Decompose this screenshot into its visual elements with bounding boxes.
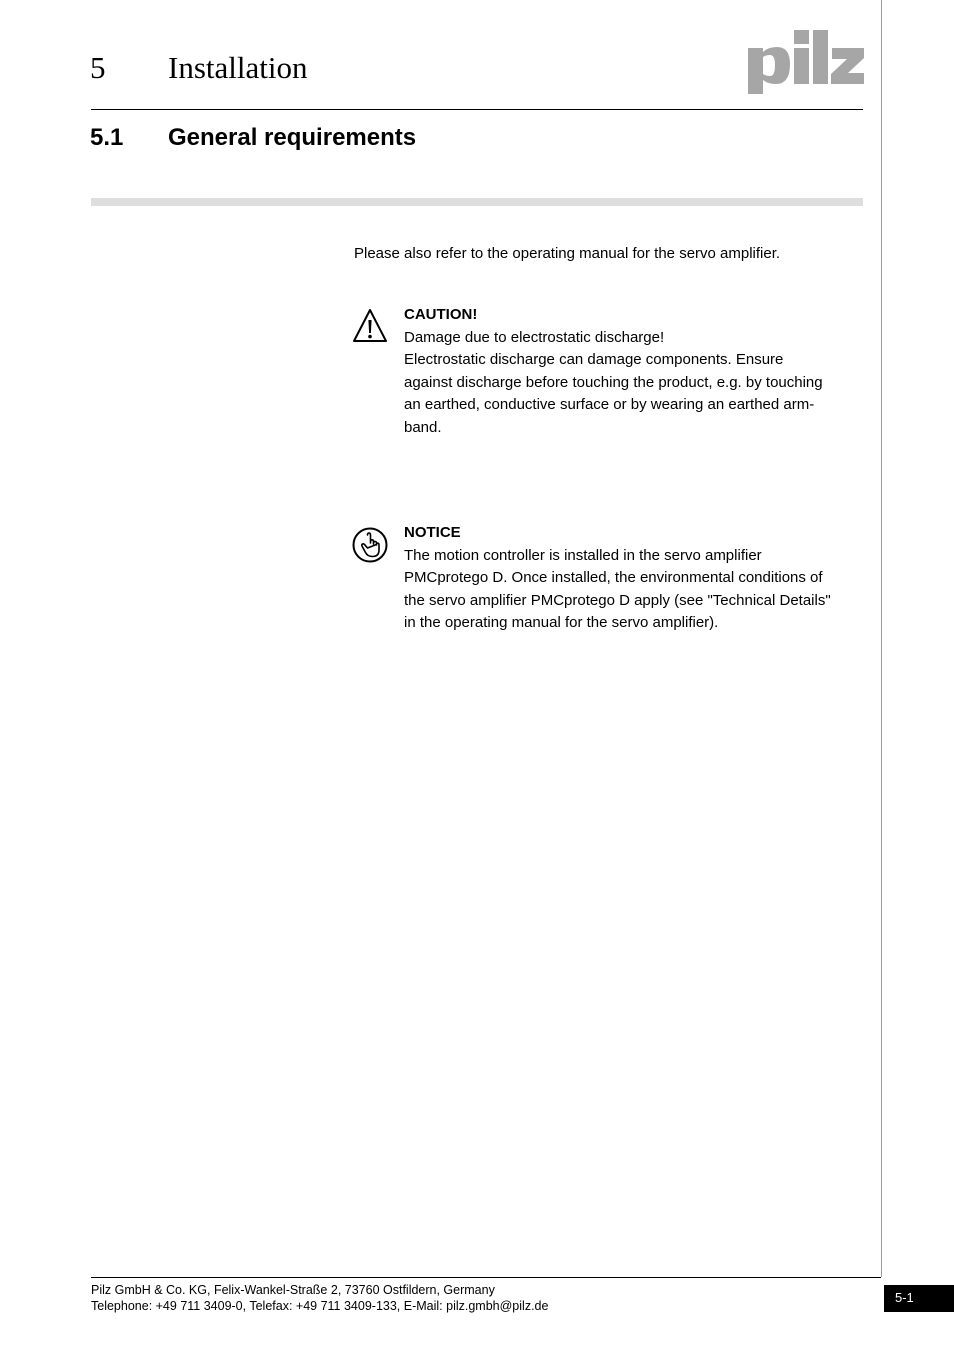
intro-paragraph: Please also refer to the operating manual for the servo amplifier.: [354, 245, 781, 262]
notice-line: in the operating manual for the servo amplifier).: [404, 614, 719, 631]
right-margin-rule: [881, 0, 882, 1277]
pointing-hand-icon: [352, 527, 388, 563]
footer-rule: [91, 1277, 881, 1278]
notice-block: [404, 522, 864, 635]
caution-line: against discharge before touching the product, e.g. by touching: [404, 373, 823, 391]
pilz-logo: [746, 28, 866, 96]
notice-line: PMCprotego D. Once installed, the environmental conditions of: [404, 569, 823, 586]
footer-contact-line: Telephone: +49 711 3409-0, Telefax: +49 711 3409-133, E-Mail: pilz.gmbh@pilz.de: [91, 1299, 549, 1313]
page-number: 5-1: [884, 1285, 954, 1312]
footer-address: [91, 1282, 548, 1314]
caution-line: Damage due to electrostatic discharge!: [404, 328, 665, 346]
caution-label: CAUTION!: [404, 306, 478, 323]
section-title: General requirements: [168, 124, 417, 151]
notice-line: The motion controller is installed in the servo amplifier: [404, 546, 762, 564]
warning-triangle-icon: [352, 308, 388, 344]
footer-address-line: Pilz GmbH & Co. KG, Felix-Wankel-Straße 2, 73760 Ostfildern, Germany: [91, 1283, 495, 1297]
caution-block: [404, 304, 864, 439]
section-divider-band: [91, 198, 863, 206]
chapter-number: 5: [90, 50, 106, 85]
caution-line: band.: [404, 418, 442, 436]
chapter-title: Installation: [168, 50, 308, 85]
header-rule: [91, 109, 863, 110]
notice-line: the servo amplifier PMCprotego D apply (see "Technical Details": [404, 591, 831, 609]
notice-label: NOTICE: [404, 524, 461, 541]
section-number: 5.1: [90, 124, 124, 151]
caution-line: an earthed, conductive surface or by wearing an earthed arm-: [404, 396, 815, 413]
caution-line: Electrostatic discharge can damage components. Ensure: [404, 351, 784, 368]
